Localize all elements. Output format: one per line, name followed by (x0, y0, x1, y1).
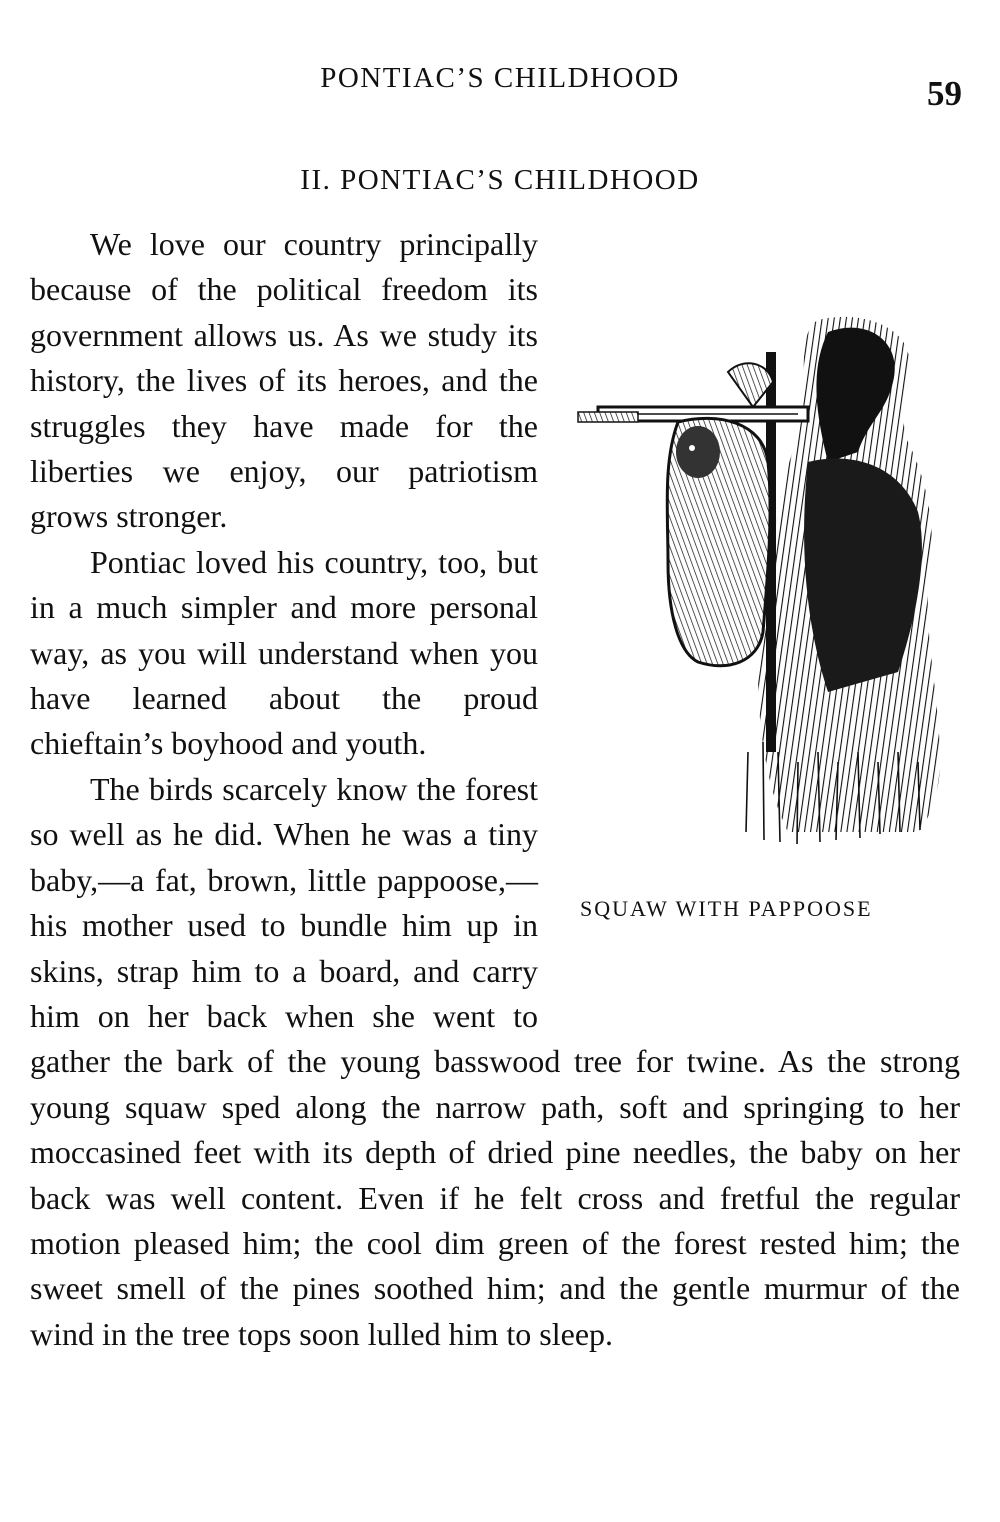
body-text (30, 222, 960, 1357)
paragraph: We love our country principally because of the political freedom its government allows us. As we study its history, the lives of its heroes, and the struggles they have made for the liberties we enjoy, our patriotism grows stronger. (30, 226, 538, 535)
paragraph: Pontiac loved his country, too, but in a much simpler and more personal way, as you will understand when you have learned about the proud chieftain’s boyhood and youth. (30, 543, 538, 762)
running-head: PONTIAC’S CHILDHOOD (320, 62, 680, 94)
figure-caption: SQUAW WITH PAPPOOSE (580, 896, 873, 921)
paragraph: The birds scarcely know the forest so well as he did. When he was a tiny baby,—a fat, brown, little pappoose,—his mother used to bundle him up in skins, strap him to a board, and carry him on her back when she went to gather the bark of the young basswood tree for twine. As the strong young squaw sped along the narrow path, soft and springing to her moccasined feet with its depth of dried pine needles, the baby on her back was well content. Even if he felt cross and fretful the regular motion pleased him; the cool dim green of the forest rested him; the sweet smell of the pines soothed him; and the gentle murmur of the wind in the tree tops soon lulled him to sleep. (30, 770, 960, 1352)
page-number: 59 (927, 74, 962, 113)
squaw-with-pappoose-illustration (568, 312, 960, 852)
illustration (558, 312, 960, 1008)
chapter-title: II. PONTIAC’S CHILDHOOD (300, 164, 700, 196)
